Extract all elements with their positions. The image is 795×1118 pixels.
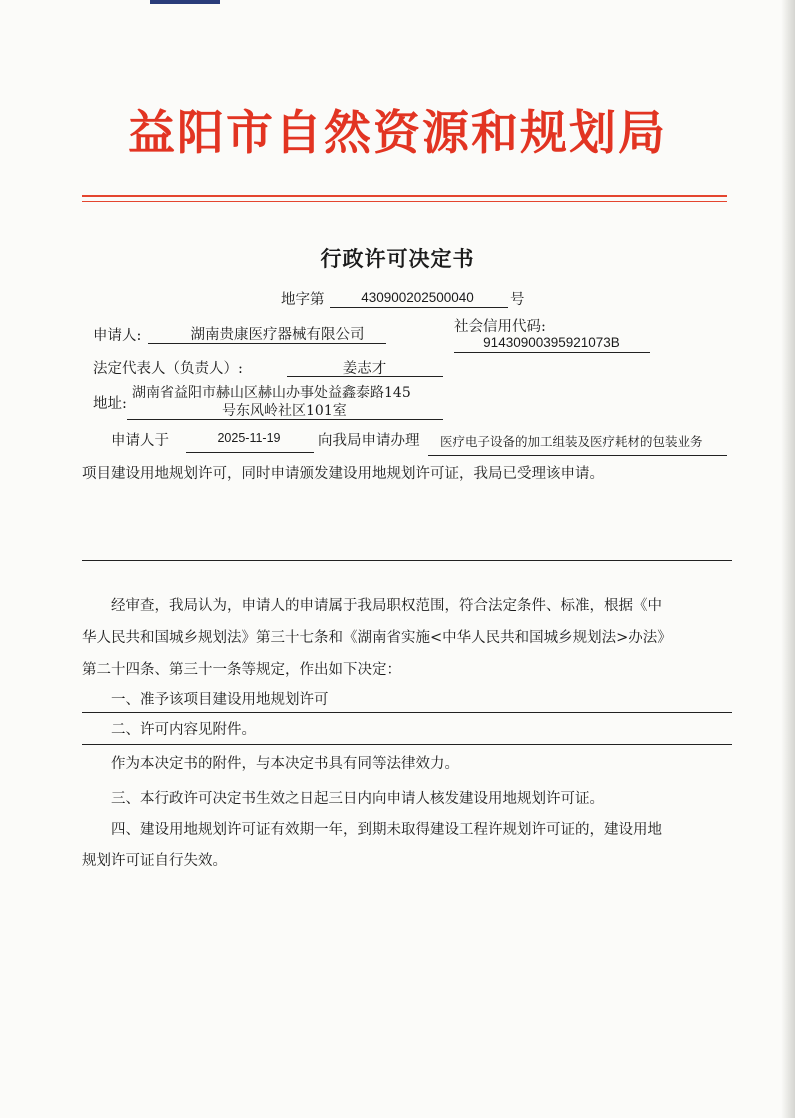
- applicant-label: 申请人:: [93, 328, 142, 344]
- address-line-2: 号东风岭社区101室: [222, 403, 347, 419]
- review-paragraph: [82, 590, 732, 686]
- decision-item-1-underline: [82, 712, 732, 713]
- header-rule-thin: [82, 201, 727, 202]
- application-date-underline: [186, 452, 314, 453]
- review-line-1: 经审查，我局认为，申请人的申请属于我局职权范围，符合法定条件、标准，根据《中: [111, 598, 662, 614]
- applicant-underline: [148, 343, 386, 344]
- application-lead: 申请人于: [111, 433, 169, 449]
- scan-edge-mark: [150, 0, 220, 4]
- number-suffix: 号: [510, 292, 525, 308]
- decision-item-1: 一、准予该项目建设用地规划许可: [111, 692, 329, 708]
- address-line-1: 湖南省益阳市赫山区赫山办事处益鑫泰路145: [132, 385, 411, 401]
- legal-rep-underline: [287, 376, 443, 377]
- agency-name: 益阳市自然资源和规划局: [128, 106, 667, 161]
- application-mid: 向我局申请办理: [318, 433, 420, 449]
- permit-number: 430900202500040: [361, 290, 474, 305]
- number-prefix: 地字第: [281, 292, 325, 308]
- decision-item-2-underline: [82, 744, 732, 745]
- credit-code-label: 社会信用代码:: [454, 319, 546, 335]
- scan-shadow: [781, 0, 795, 1118]
- decision-item-2: 二、许可内容见附件。: [111, 722, 256, 738]
- project-underline: [428, 455, 727, 456]
- address-underline: [127, 419, 443, 420]
- application-date: 2025-11-19: [217, 431, 281, 445]
- credit-code-underline: [454, 352, 650, 353]
- decision-item-3: 三、本行政许可决定书生效之日起三日内向申请人核发建设用地规划许可证。: [111, 791, 604, 807]
- permit-number-underline: [330, 307, 508, 308]
- document-title: 行政许可决定书: [320, 246, 475, 271]
- legal-rep-value: 姜志才: [342, 361, 387, 377]
- decision-item-4-line-1: 四、建设用地规划许可证有效期一年，到期未取得建设工程许规划许可证的，建设用地: [111, 822, 662, 838]
- blank-rule: [82, 560, 732, 561]
- review-line-2: 华人民共和国城乡规划法》第三十七条和《湖南省实施<中华人民共和国城乡规划法>办法》: [82, 630, 672, 646]
- attachment-note: 作为本决定书的附件，与本决定书具有同等法律效力。: [111, 756, 459, 772]
- address-label: 地址:: [93, 396, 127, 412]
- legal-rep-label: 法定代表人（负责人）:: [93, 361, 243, 377]
- applicant-value: 湖南贵康医疗器械有限公司: [190, 327, 365, 343]
- project-name: 医疗电子设备的加工组装及医疗耗材的包装业务: [440, 434, 703, 449]
- credit-code-value: 91430900395921073B: [483, 335, 620, 350]
- review-line-3: 第二十四条、第三十一条等规定，作出如下决定：: [82, 662, 401, 678]
- decision-item-4-line-2: 规划许可证自行失效。: [82, 853, 227, 869]
- application-tail: 项目建设用地规划许可，同时申请颁发建设用地规划许可证，我局已受理该申请。: [82, 466, 604, 482]
- header-rule-thick: [82, 195, 727, 197]
